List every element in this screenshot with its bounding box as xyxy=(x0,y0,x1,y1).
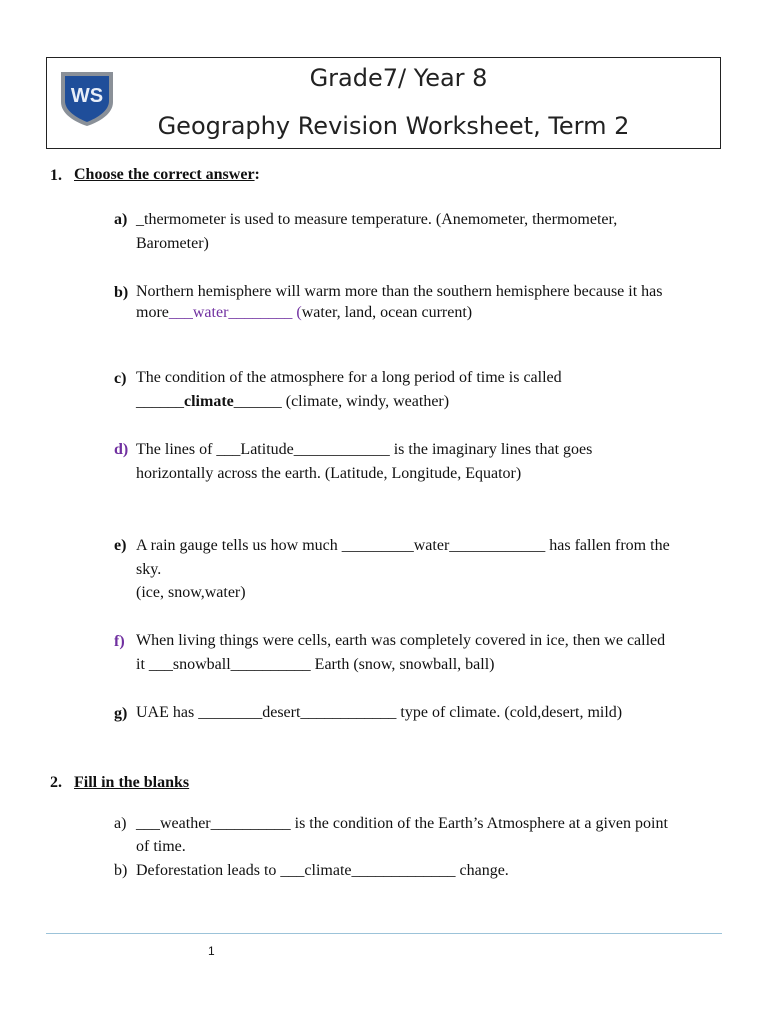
question-b-answer: ___water________ ( xyxy=(168,304,302,321)
question-label-b: b) xyxy=(114,284,129,301)
question-e-line1: A rain gauge tells us how much _________water____________ has fallen from the xyxy=(136,537,670,554)
question-a-line2: Barometer) xyxy=(136,235,209,252)
fill-label-b: b) xyxy=(114,862,128,879)
question-label-c: c) xyxy=(114,370,127,387)
question-f-line1: When living things were cells, earth was completely covered in ice, then we called xyxy=(136,632,666,649)
question-label-g: g) xyxy=(114,705,128,722)
question-d-line2: horizontally across the earth. (Latitude, Longitude, Equator) xyxy=(136,465,522,482)
question-b-line2 xyxy=(136,301,472,325)
question-c-options: ______ (climate, windy, weather) xyxy=(233,393,450,410)
question-label-f: f) xyxy=(114,633,125,650)
question-e-line2: sky. xyxy=(136,561,162,578)
question-c-line2 xyxy=(136,390,449,414)
section-1-heading xyxy=(74,163,260,187)
question-b-line1: Northern hemisphere will warm more than the southern hemisphere because it has xyxy=(136,283,663,300)
section-2-title: Fill in the blanks xyxy=(74,774,190,791)
question-g-line1: UAE has ________desert____________ type of climate. (cold,desert, mild) xyxy=(136,704,623,721)
question-a-line1: _thermometer is used to measure temperature. (Anemometer, thermometer, xyxy=(136,211,618,228)
question-label-e: e) xyxy=(114,537,127,554)
fill-a-line2: of time. xyxy=(136,838,186,855)
question-c-blank-pre: ______ xyxy=(136,393,184,410)
footer-divider xyxy=(46,933,722,934)
section-1-colon: : xyxy=(254,166,260,183)
fill-label-a: a) xyxy=(114,815,127,832)
question-label-d: d) xyxy=(114,441,129,458)
section-2-number: 2. xyxy=(50,774,62,791)
question-d-line1: The lines of ___Latitude____________ is the imaginary lines that goes xyxy=(136,441,593,458)
question-c-answer: climate xyxy=(184,393,234,410)
fill-b-line1: Deforestation leads to ___climate_____________ change. xyxy=(136,862,509,879)
section-1-number: 1. xyxy=(50,167,62,184)
grade-title: Grade7/ Year 8 xyxy=(309,64,488,92)
question-b-options: water, land, ocean current) xyxy=(301,304,473,321)
worksheet-header xyxy=(46,57,721,149)
section-1-title: Choose the correct answer xyxy=(74,166,255,183)
fill-a-line1: ___weather__________ is the condition of the Earth’s Atmosphere at a given point xyxy=(136,815,668,832)
question-label-a: a) xyxy=(114,211,128,228)
question-b-prefix: more xyxy=(136,304,169,321)
question-c-line1: The condition of the atmosphere for a long period of time is called xyxy=(136,369,562,386)
question-f-line2: it ___snowball__________ Earth (snow, snowball, ball) xyxy=(136,656,495,673)
page-number: 1 xyxy=(208,944,215,958)
worksheet-title: Geography Revision Worksheet, Term 2 xyxy=(157,112,630,140)
svg-text:WS: WS xyxy=(70,85,104,107)
question-e-line3: (ice, snow,water) xyxy=(136,584,246,601)
